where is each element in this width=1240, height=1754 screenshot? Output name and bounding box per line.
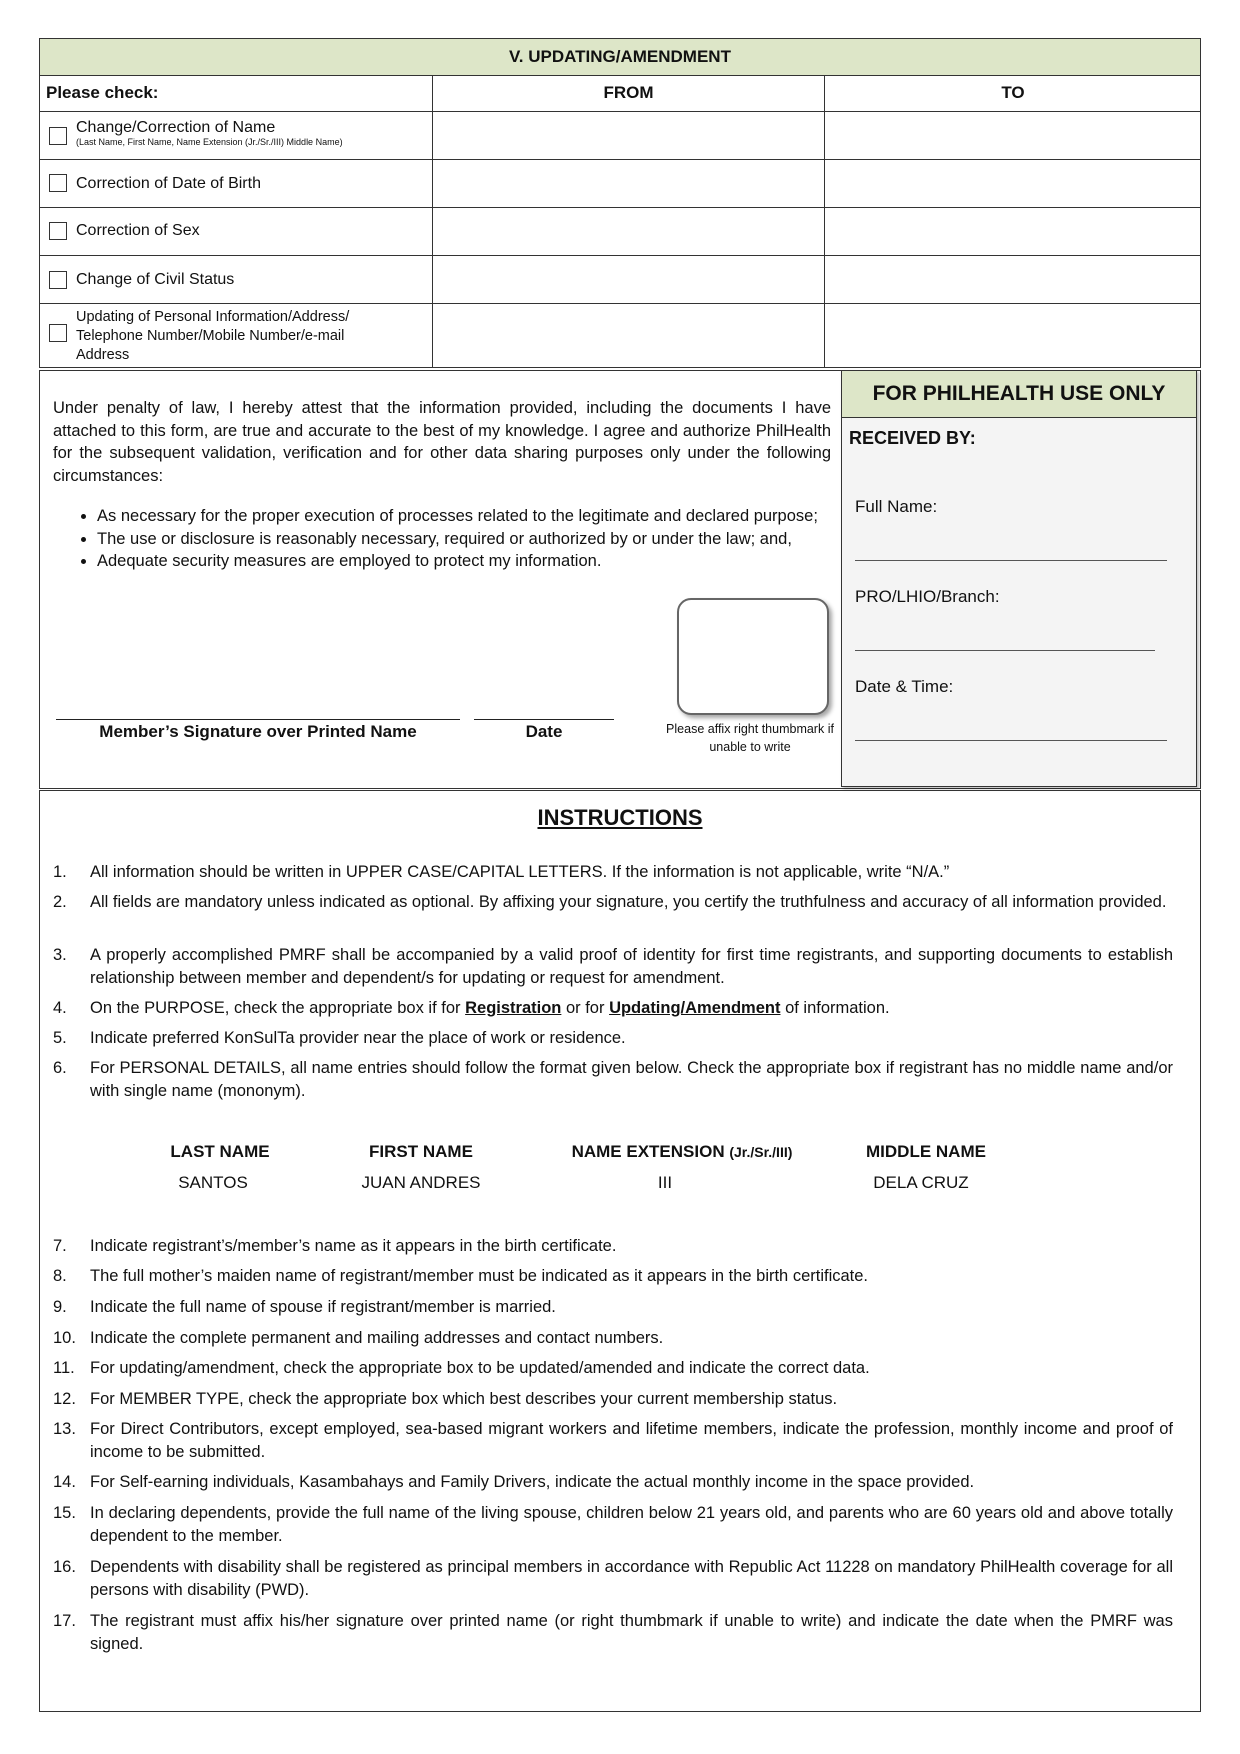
column-header-to: TO <box>825 75 1201 112</box>
philhealth-use-title: FOR PHILHEALTH USE ONLY <box>841 370 1197 418</box>
option-label: Correction of Sex <box>76 222 200 239</box>
example-header-last-name: LAST NAME <box>170 1142 270 1161</box>
updating-table <box>39 75 1201 368</box>
list-item: • Adequate security measures are employed to protect my information. <box>97 550 831 573</box>
to-field-sex[interactable] <box>825 208 1201 256</box>
option-label: Change of Civil Status <box>76 271 235 288</box>
table-row-option-4 <box>40 256 433 304</box>
instruction-item <box>53 1027 1173 1050</box>
instruction-item <box>53 1502 1173 1547</box>
full-name-label: Full Name: <box>855 497 938 516</box>
updating-emphasis: Updating/Amendment <box>609 999 781 1017</box>
from-field-personal-info[interactable] <box>433 304 825 367</box>
item-text: All fields are mandatory unless indicated as optional. By affixing your signature, you certify the truthfulness and accuracy of all information provided. <box>90 893 1167 911</box>
list-item: • As necessary for the proper execution of processes related to the legitimate and declared purpose; <box>97 505 831 528</box>
column-header-from: FROM <box>433 75 825 112</box>
instruction-item <box>53 944 1173 989</box>
item-text: Indicate preferred KonSulTa provider near the place of work or residence. <box>90 1029 626 1047</box>
from-field-civil-status[interactable] <box>433 256 825 304</box>
example-value-middle-name: DELA CRUZ <box>873 1173 969 1192</box>
example-header-first-name: FIRST NAME <box>369 1142 473 1161</box>
checkbox-sex[interactable] <box>49 222 67 240</box>
to-field-date-of-birth[interactable] <box>825 160 1201 208</box>
checkbox-change-name[interactable] <box>49 127 67 145</box>
registration-emphasis: Registration <box>465 999 562 1017</box>
list-item: • The use or disclosure is reasonably necessary, required or authorized by or under the law; and, <box>97 528 831 551</box>
item-text: For PERSONAL DETAILS, all name entries should follow the format given below. Check the appropriate box if registrant has no middle name and/or with single name (mononym). <box>90 1059 1173 1100</box>
extension-label: NAME EXTENSION <box>571 1142 725 1161</box>
item-text: For Direct Contributors, except employed, sea-based migrant workers and lifetime members, indicate the profession, monthly income and proof of income to be submitted. <box>90 1420 1173 1461</box>
checkbox-civil-status[interactable] <box>49 271 67 289</box>
item-number: 16. <box>53 1558 76 1576</box>
branch-line[interactable] <box>855 650 1155 651</box>
item-text: The full mother’s maiden name of registrant/member must be indicated as it appears in the birth certificate. <box>90 1267 869 1285</box>
thumbmark-caption: Please affix right thumbmark if unable to write <box>666 722 834 754</box>
item-number: 12. <box>53 1390 76 1408</box>
extension-suffix: (Jr./Sr./III) <box>729 1144 793 1160</box>
date-line[interactable] <box>474 719 614 720</box>
instruction-item <box>53 861 1173 884</box>
from-field-date-of-birth[interactable] <box>433 160 825 208</box>
item-text: For Self-earning individuals, Kasambahays and Family Drivers, indicate the actual monthly income in the space provided. <box>90 1473 975 1491</box>
item-number: 1. <box>53 863 67 881</box>
checkbox-personal-info[interactable] <box>49 324 67 342</box>
option-label: Correction of Date of Birth <box>76 175 261 192</box>
received-by-label: RECEIVED BY: <box>849 428 976 448</box>
signature-label: Member’s Signature over Printed Name <box>99 722 417 741</box>
option-label: Change/Correction of Name <box>76 119 276 136</box>
example-header-name-extension <box>532 1142 832 1162</box>
instruction-item <box>53 1471 1173 1494</box>
item-text: On the PURPOSE, check the appropriate box if for <box>90 999 466 1017</box>
example-value-last-name: SANTOS <box>178 1173 248 1192</box>
item-number: 3. <box>53 946 67 964</box>
section-updating-title: V. UPDATING/AMENDMENT <box>39 38 1201 76</box>
instruction-item <box>53 1296 1173 1319</box>
example-value-first-name: JUAN ANDRES <box>361 1173 481 1192</box>
thumbmark-box[interactable] <box>677 598 829 715</box>
item-text: All information should be written in UPPER CASE/CAPITAL LETTERS. If the information is not applicable, write “N/A.” <box>90 863 950 881</box>
option-label: Updating of Personal Information/Address/ Telephone Number/Mobile Number/e-mail Address <box>76 309 350 363</box>
instruction-item <box>53 891 1173 914</box>
item-text: For MEMBER TYPE, check the appropriate box which best describes your current membership status. <box>90 1390 838 1408</box>
branch-label: PRO/LHIO/Branch: <box>855 587 1000 606</box>
table-row-option-3 <box>40 208 433 256</box>
instruction-item <box>53 1265 1173 1288</box>
checkbox-date-of-birth[interactable] <box>49 174 67 192</box>
column-header-check: Please check: <box>40 75 433 112</box>
table-row-option-2 <box>40 160 433 208</box>
table-row-option-5 <box>40 304 433 367</box>
instruction-item <box>53 1418 1173 1463</box>
item-number: 10. <box>53 1329 76 1347</box>
item-number: 8. <box>53 1267 67 1285</box>
instruction-item <box>53 997 1173 1020</box>
item-number: 5. <box>53 1029 67 1047</box>
date-time-label: Date & Time: <box>855 677 954 696</box>
item-text: Indicate the full name of spouse if registrant/member is married. <box>90 1298 556 1316</box>
example-header-middle-name: MIDDLE NAME <box>866 1142 986 1161</box>
item-number: 17. <box>53 1612 76 1630</box>
from-field-sex[interactable] <box>433 208 825 256</box>
example-value-name-extension: III <box>657 1173 673 1192</box>
instruction-item <box>53 1556 1173 1601</box>
instruction-item <box>53 1388 1173 1411</box>
instruction-item <box>53 1057 1173 1102</box>
to-field-personal-info[interactable] <box>825 304 1201 367</box>
item-number: 4. <box>53 999 67 1017</box>
item-text: Indicate registrant’s/member’s name as it appears in the birth certificate. <box>90 1237 617 1255</box>
item-text: Indicate the complete permanent and mailing addresses and contact numbers. <box>90 1329 664 1347</box>
item-text: In declaring dependents, provide the full name of the living spouse, children below 21 years old, and parents who are 60 years old and above totally dependent to the member. <box>90 1504 1173 1545</box>
item-text: The registrant must affix his/her signature over printed name (or right thumbmark if unable to write) and indicate the date when the PMRF was signed. <box>90 1612 1173 1653</box>
item-number: 6. <box>53 1059 67 1077</box>
signature-line[interactable] <box>56 719 460 720</box>
item-number: 14. <box>53 1473 76 1491</box>
item-number: 11. <box>53 1359 75 1377</box>
instructions-title: INSTRUCTIONS <box>537 805 703 830</box>
item-number: 13. <box>53 1420 76 1438</box>
item-text: of information. <box>780 999 890 1017</box>
item-text: A properly accomplished PMRF shall be accompanied by a valid proof of identity for first time registrants, and supporting documents to establish relationship between member and dependent/s for updating or request for amendment. <box>90 946 1173 987</box>
item-text: For updating/amendment, check the appropriate box to be updated/amended and indicate the correct data. <box>90 1359 870 1377</box>
item-text: Dependents with disability shall be registered as principal members in accordance with Republic Act 11228 on mandatory PhilHealth coverage for all persons with disability (PWD). <box>90 1558 1173 1599</box>
instruction-item <box>53 1327 1173 1350</box>
instruction-item <box>53 1357 1173 1380</box>
item-number: 2. <box>53 893 67 911</box>
date-time-line[interactable] <box>855 740 1167 741</box>
declaration-conditions <box>53 505 831 573</box>
item-number: 7. <box>53 1237 67 1255</box>
to-field-civil-status[interactable] <box>825 256 1201 304</box>
item-number: 9. <box>53 1298 67 1316</box>
to-field-name[interactable] <box>825 112 1201 160</box>
declaration-text: Under penalty of law, I hereby attest that the information provided, including the documents I have attached to this form, are true and accurate to the best of my knowledge. I agree and authorize PhilHealth for the subsequent validation, verification and for other data sharing purposes only under the following circumstances: <box>53 399 831 485</box>
option-sublabel: (Last Name, First Name, Name Extension (Jr./Sr./III) Middle Name) <box>76 137 343 147</box>
instruction-item <box>53 1610 1173 1655</box>
instruction-item <box>53 1235 1173 1258</box>
item-number: 15. <box>53 1504 76 1522</box>
table-row-option-1 <box>40 112 433 160</box>
from-field-name[interactable] <box>433 112 825 160</box>
full-name-line[interactable] <box>855 560 1167 561</box>
date-label: Date <box>525 722 563 741</box>
item-text: or for <box>561 999 610 1017</box>
